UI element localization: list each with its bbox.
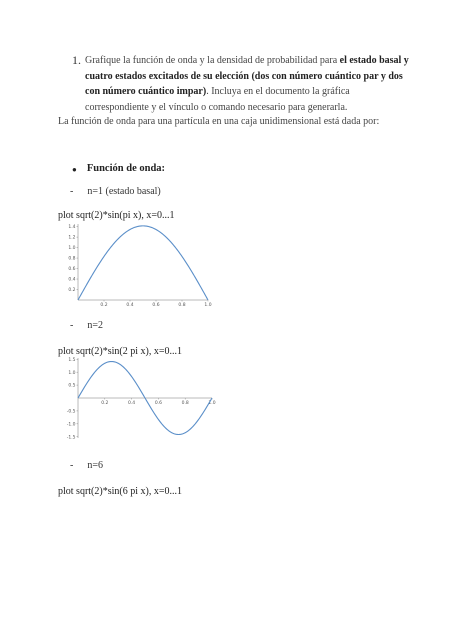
y-tick-label: -1.5 <box>66 435 76 441</box>
x-tick-label: 0.2 <box>100 303 108 308</box>
bullet-icon: ● <box>72 165 77 174</box>
y-tick-label: -1.0 <box>66 422 76 428</box>
y-tick-label: 1.5 <box>68 357 76 363</box>
plot-command: plot sqrt(2)*sin(6 pi x), x=0...1 <box>58 486 182 497</box>
case-label: n=2 <box>87 320 103 331</box>
y-tick-label: 1.2 <box>68 235 76 241</box>
intro-paragraph: La función de onda para una partícula en una caja unidimensional está dada por: <box>58 116 380 127</box>
case-label: n=1 (estado basal) <box>87 186 161 197</box>
y-tick-label: -0.5 <box>66 409 76 415</box>
case-1-heading <box>70 186 161 197</box>
y-tick-label: 1.0 <box>68 370 76 376</box>
case-3-heading <box>70 460 103 471</box>
plot-command: plot sqrt(2)*sin(pi x), x=0...1 <box>58 210 175 221</box>
y-tick-label: 1.4 <box>68 225 76 231</box>
case-label: n=6 <box>87 460 103 471</box>
dash-marker: - <box>70 186 74 197</box>
x-tick-label: 0.8 <box>181 401 189 406</box>
x-tick-label: 0.8 <box>178 303 186 308</box>
question-text-end: . Incluya en el documento la gráfica correspondiente y el vínculo o comando necesario para generarla. <box>85 86 350 113</box>
x-tick-label: 0.6 <box>152 303 160 308</box>
bullet-heading <box>72 163 165 177</box>
dash-marker: - <box>70 460 74 471</box>
y-tick-label: 0.5 <box>68 383 76 389</box>
x-tick-label: 1.0 <box>208 401 216 406</box>
wavefunction-chart-n2 <box>58 354 220 442</box>
series-line <box>78 226 208 300</box>
question-text-start: Grafique la función de onda y la densidad de probabilidad para <box>85 55 340 66</box>
bullet-label: Función de onda: <box>86 163 166 174</box>
y-tick-label: 0.6 <box>68 267 76 273</box>
x-tick-label: 0.6 <box>154 401 162 406</box>
x-tick-label: 0.2 <box>101 401 109 406</box>
x-tick-label: 0.4 <box>126 303 134 308</box>
y-tick-label: 0.2 <box>68 288 76 294</box>
plot-command: plot sqrt(2)*sin(2 pi x), x=0...1 <box>58 346 182 357</box>
x-tick-label: 0.4 <box>128 401 136 406</box>
y-tick-label: 1.0 <box>68 246 76 252</box>
wavefunction-chart-n1 <box>58 220 216 308</box>
list-number: 1. <box>72 53 81 67</box>
y-tick-label: 0.8 <box>68 256 76 262</box>
question-text <box>85 53 415 115</box>
case-2-heading <box>70 320 103 331</box>
question-bold-text: el estado basal y cuatro estados excitados de su elección (dos con número cuántico par y dos con número cuántico impar) <box>85 55 409 97</box>
dash-marker: - <box>70 320 74 331</box>
y-tick-label: 0.4 <box>68 277 76 283</box>
x-tick-label: 1.0 <box>204 303 212 308</box>
